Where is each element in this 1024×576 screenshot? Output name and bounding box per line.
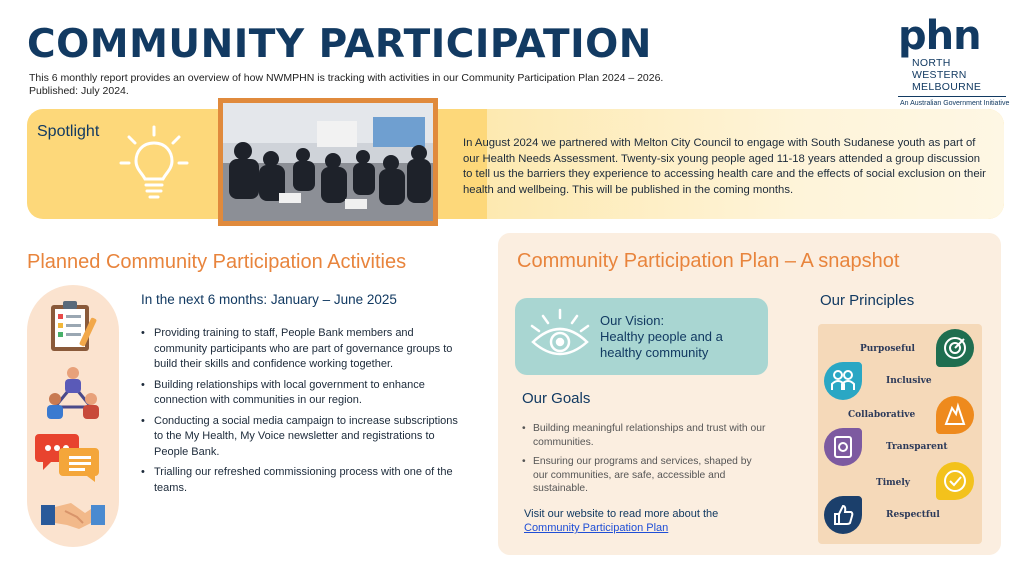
logo-divider [898,96,1006,97]
vision-heading: Our Vision: [600,313,665,328]
list-item: • Building relationships with local government to enhance connection with communities in our region. [141,378,461,409]
planned-activities-title: Planned Community Participation Activities [27,251,407,273]
list-item: • Building meaningful relationships and trust with our communities. [522,422,767,449]
plan-link[interactable]: Community Participation Plan [524,522,669,534]
goals-title: Our Goals [522,390,591,407]
principle-label-transparent: Transparent [886,442,948,452]
visit-prompt: Visit our website to read more about the [524,508,719,520]
thumbs-up-icon [824,496,862,534]
intro-text [29,72,663,98]
vision-statement: Healthy people and a healthy community [600,329,723,360]
page-title: COMMUNITY PARTICIPATION [27,22,652,67]
logo-org-name [912,57,1006,93]
principle-label-respectful: Respectful [886,510,940,520]
list-item: • Trialling our refreshed commissioning process with one of the teams. [141,465,461,496]
visit-website-text [524,507,774,535]
principle-label-purposeful: Purposeful [860,344,915,354]
handshake-icon [41,495,105,535]
planned-activities-list [141,326,461,501]
spotlight-label: Spotlight [37,123,100,140]
eye-document-icon [824,428,862,466]
vision-text [600,313,765,361]
people-icon [824,362,862,400]
clock-check-icon [936,462,974,500]
principle-label-inclusive: Inclusive [886,376,932,386]
group-discussion-image [223,103,433,221]
next-six-months-heading: In the next 6 months: January – June 2025 [141,292,397,307]
target-icon [936,329,974,367]
published-date: Published: July 2024. [29,85,129,97]
principles-title: Our Principles [820,292,915,309]
lightbulb-icon [119,125,189,205]
snapshot-title: Community Participation Plan – A snapshot [517,250,900,272]
people-network-icon [43,365,103,423]
hands-together-icon [936,396,974,434]
logo-org-line2: MELBOURNE [912,81,982,93]
list-item: • Conducting a social media campaign to increase subscriptions to the My Health, My Voice newsletter and registrations to People Bank. [141,414,461,461]
principle-label-collaborative: Collaborative [848,410,916,420]
list-item: • Providing training to staff, People Bank members and community participants who are part of governance groups to build their skills and confidence working together. [141,326,461,373]
list-item: • Ensuring our programs and services, shaped by our communities, are safe, accessible and sustainable. [522,455,767,496]
logo-org-line1: NORTH WESTERN [912,57,967,81]
activity-icons-column [27,285,119,547]
phn-logo [898,13,1010,107]
principles-panel [818,324,982,544]
intro-line: This 6 monthly report provides an overview of how NWMPHN is tracking with activities in our Community Participation Plan 2024 – 2026. [29,72,664,84]
principle-label-timely: Timely [876,478,911,488]
logo-wordmark: phn [898,13,981,59]
spotlight-text: In August 2024 we partnered with Melton City Council to engage with South Sudanese youth as part of our Health Needs Assessment. Twenty-six young people aged 11-18 years attended a group discussion to tell us the barriers they experience to accessing health care and the effects of social exclusion on their health and wellbeing. This will be published in the coming months. [463,137,986,196]
goals-list [522,422,767,502]
spotlight-photo [218,98,438,226]
vision-card [515,298,768,375]
eye-icon [529,308,591,366]
logo-tagline: An Australian Government Initiative [900,100,1010,107]
clipboard-checklist-icon [45,299,103,355]
speech-bubbles-icon [35,430,101,484]
